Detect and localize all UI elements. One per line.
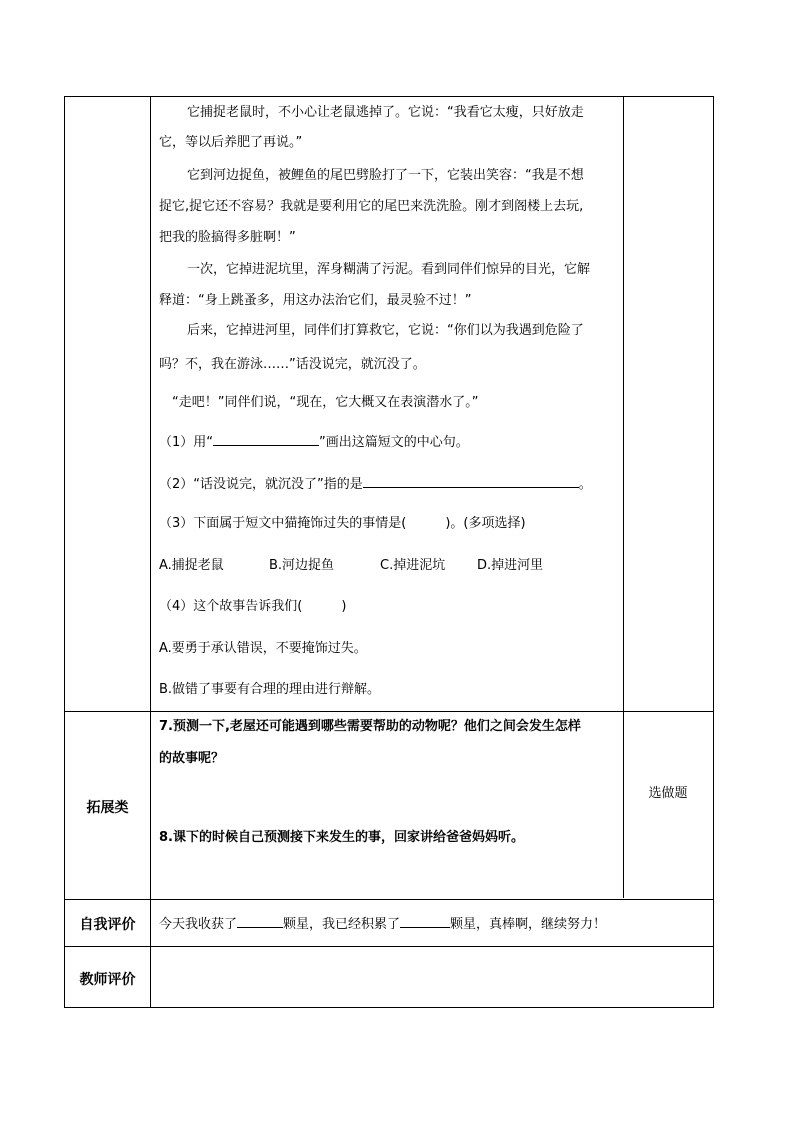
self-eval-label: 自我评价 <box>79 917 136 933</box>
passage-line: 吗？不，我在游泳……”话没说完，就沉没了。 <box>159 357 426 372</box>
answer-blank[interactable] <box>363 475 579 488</box>
passage-line: 把我的脸搞得多脏啊！” <box>159 230 296 245</box>
optional-note: 选做题 <box>648 786 688 801</box>
stars-total-blank[interactable] <box>400 915 450 928</box>
question-text: ”画出这篇短文的中心句。 <box>319 435 469 450</box>
option-c: C.掉进泥坑 <box>380 558 446 573</box>
passage-line: 捉它,捉它还不容易？我就是要利用它的尾巴来洗洗脸。刚才到阁楼上去玩, <box>159 199 584 214</box>
extension-label: 拓展类 <box>86 800 129 816</box>
option-a: A.捕捉老鼠 <box>159 558 224 573</box>
question-1 <box>159 433 469 451</box>
self-eval-part: 颗星，真棒啊，继续努力！ <box>450 917 607 932</box>
stars-earned-blank[interactable] <box>237 915 283 928</box>
passage-line: 它到河边捉鱼，被鲤鱼的尾巴劈脸打了一下，它装出笑容：“我是不想 <box>187 168 584 183</box>
question-text: （2）“话没说完，就沉没了”指的是 <box>159 477 363 492</box>
passage-line: 它捕捉老鼠时，不小心让老鼠逃掉了。它说：“我看它太瘦，只好放走 <box>187 105 584 120</box>
question-7-line: 7.预测一下,老屋还可能遇到哪些需要帮助的动物呢？他们之间会发生怎样 <box>159 719 581 734</box>
column-divider-1 <box>150 97 151 1007</box>
self-eval-part: 今天我收获了 <box>159 917 238 932</box>
answer-blank[interactable] <box>213 433 319 446</box>
question-text: （1）用“ <box>159 435 214 450</box>
question-text: 。 <box>578 477 592 492</box>
passage-line: 释道：“身上跳蚤多，用这办法治它们，最灵验不过！” <box>159 293 472 308</box>
option-b: B.河边捉鱼 <box>269 558 335 573</box>
question-3: （3）下面属于短文中猫掩饰过失的事情是( )。(多项选择) <box>159 516 526 531</box>
row-divider-extension <box>65 711 713 712</box>
worksheet-table <box>64 96 714 1008</box>
self-eval-text <box>159 915 606 933</box>
option-a: A.要勇于承认错误，不要掩饰过失。 <box>159 641 367 656</box>
passage-line: 它，等以后养肥了再说。” <box>159 135 303 150</box>
self-eval-part: 颗星，我已经积累了 <box>283 917 401 932</box>
teacher-eval-label: 教师评价 <box>79 972 136 988</box>
question-7-line: 的故事呢？ <box>159 751 225 766</box>
question-8: 8.课下的时候自己预测接下来发生的事，回家讲给爸爸妈妈听。 <box>159 830 524 845</box>
row-divider-self-eval <box>65 899 713 900</box>
passage-line: 后来，它掉进河里，同伴们打算救它，它说：“你们以为我遇到危险了 <box>187 323 584 338</box>
option-b: B.做错了事要有合理的理由进行辩解。 <box>159 682 381 697</box>
question-4: （4）这个故事告诉我们( ) <box>159 599 347 614</box>
option-d: D.掉进河里 <box>477 558 544 573</box>
row-divider-teacher-eval <box>65 946 713 947</box>
question-2 <box>159 475 592 493</box>
passage-line: “走吧！”同伴们说，“现在，它大概又在表演潜水了。” <box>172 395 479 410</box>
column-divider-2 <box>623 97 624 898</box>
passage-line: 一次，它掉进泥坑里，浑身糊满了污泥。看到同伴们惊异的目光，它解 <box>187 262 591 277</box>
